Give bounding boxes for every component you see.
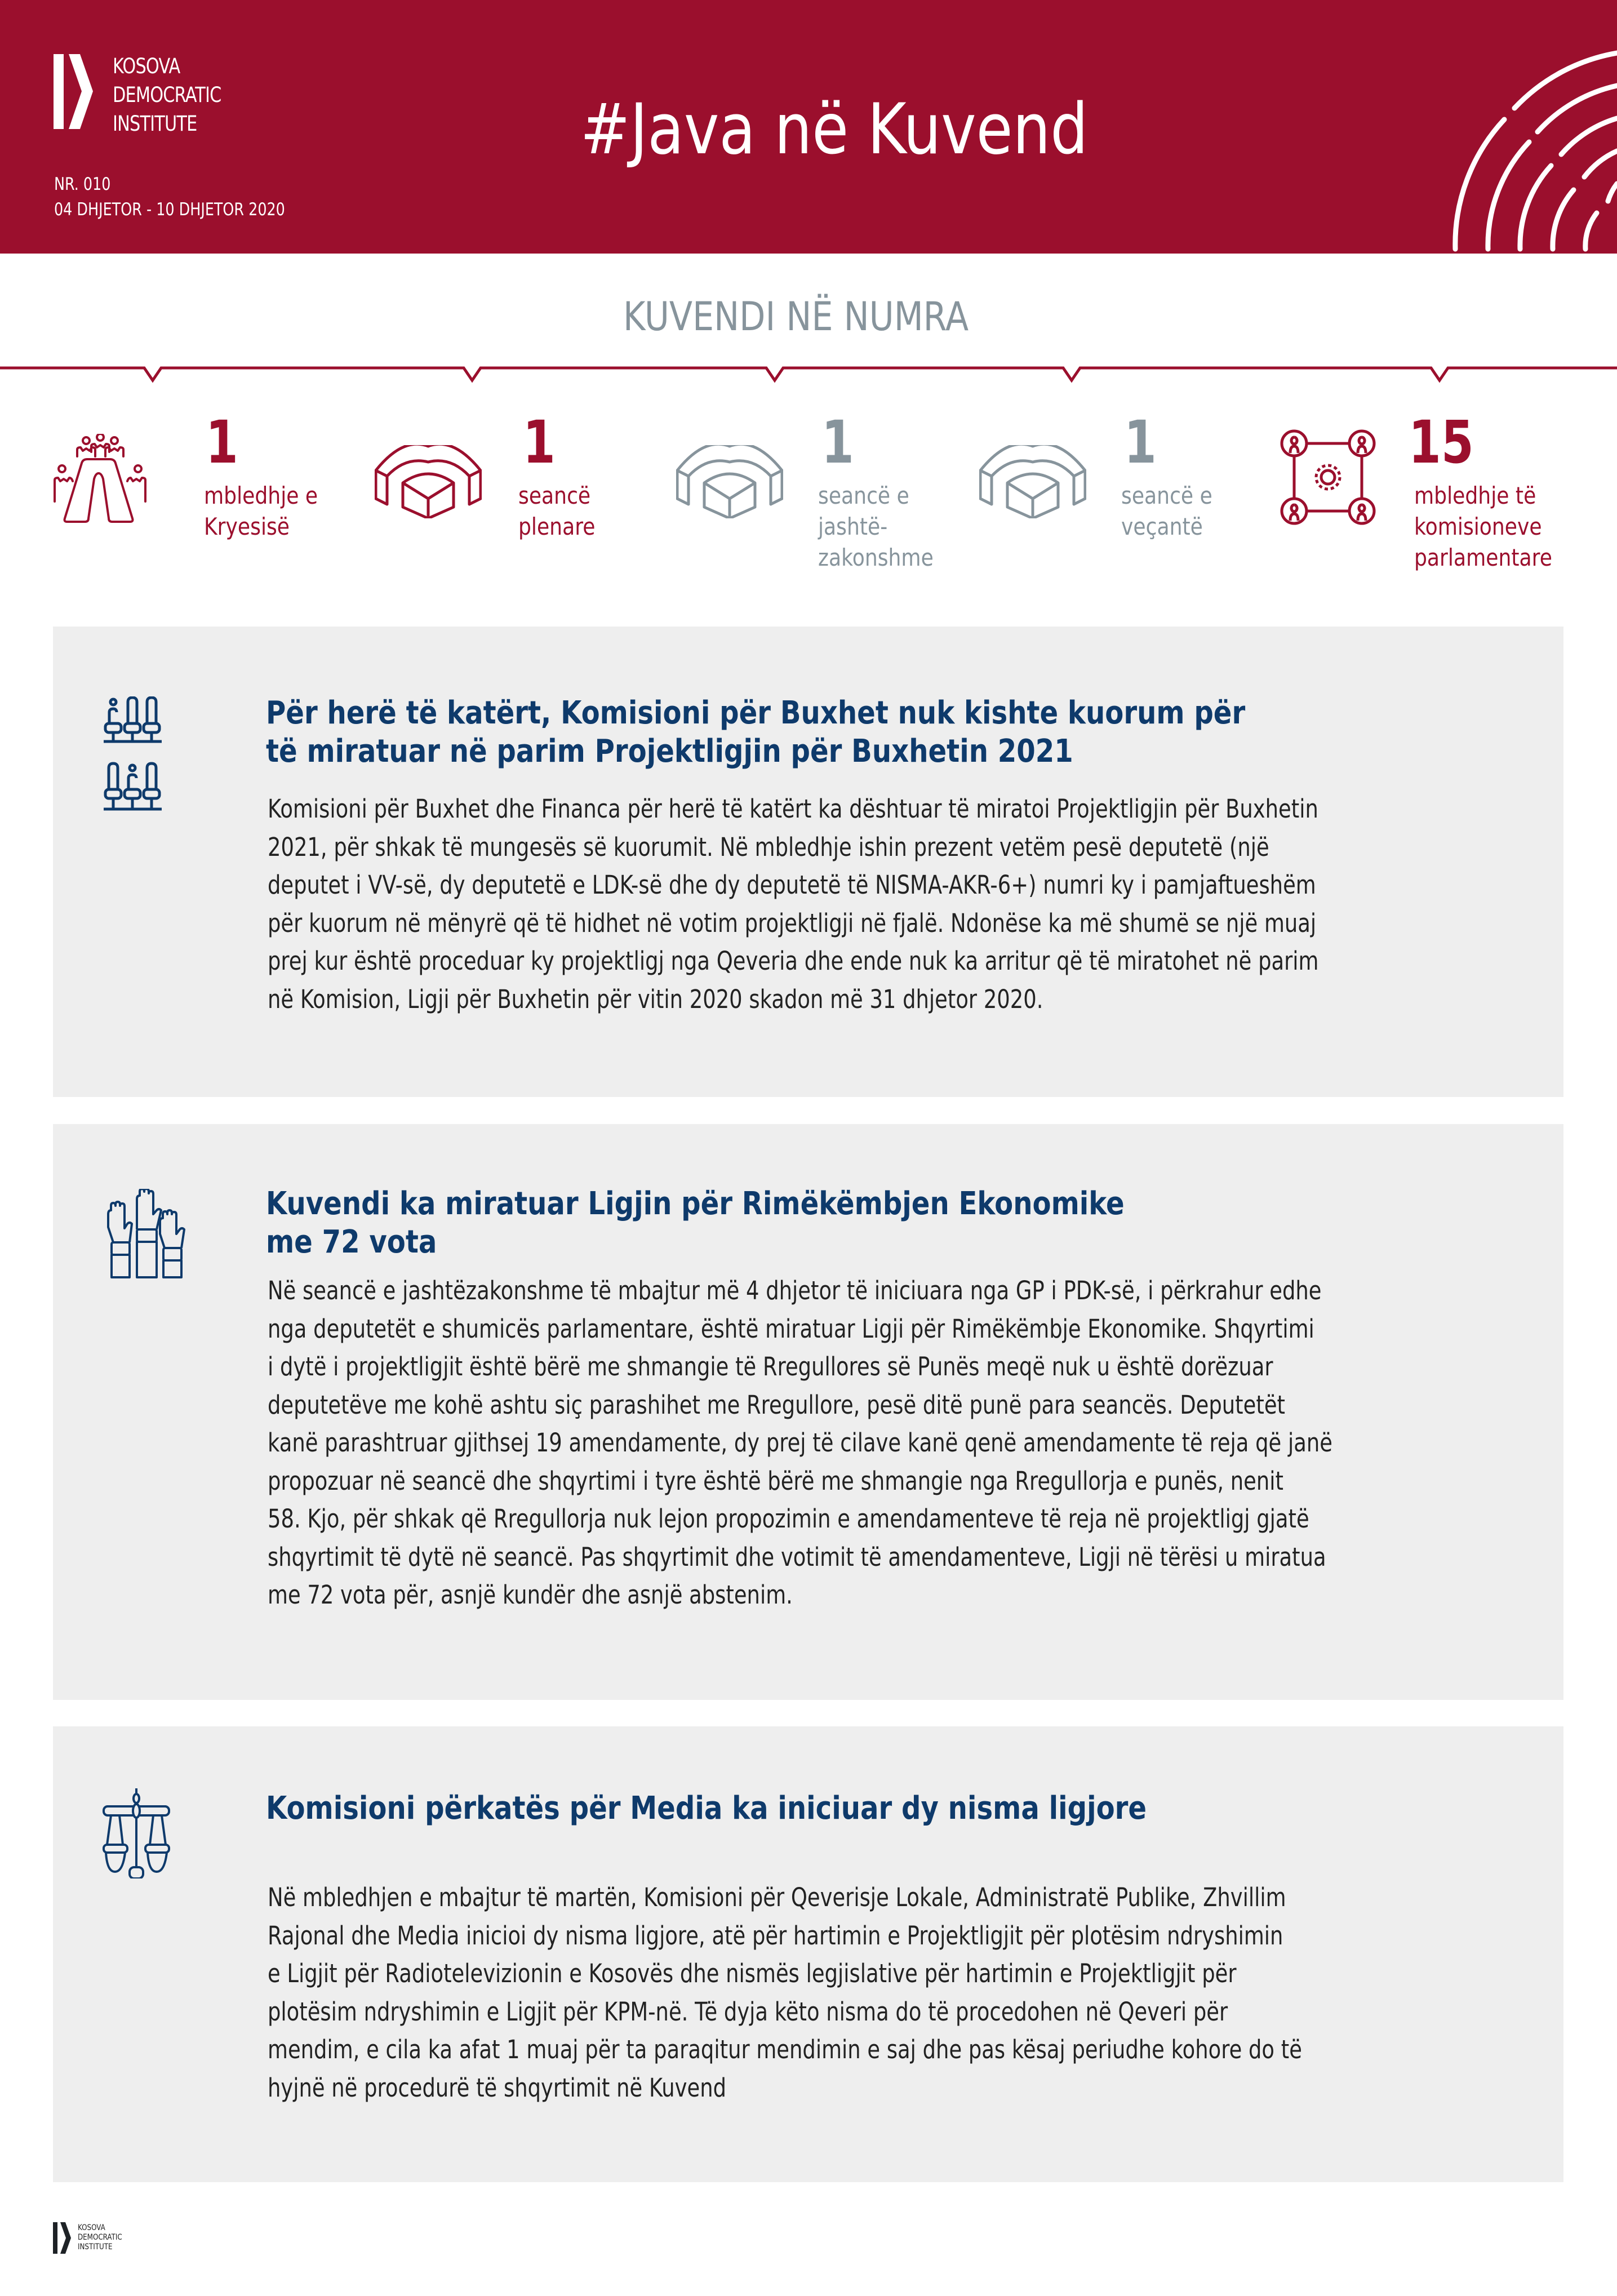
meeting-table-icon	[54, 434, 146, 524]
stat-label-line: veçantë	[1121, 513, 1203, 540]
stat-label-line: seancë e	[1121, 482, 1212, 509]
footer-logo-line: KOSOVA	[78, 2223, 105, 2232]
stat-value: 1	[821, 408, 854, 477]
stat-label	[518, 480, 595, 542]
body-line: për kuorum në mënyrë që të hidhet në votim projektligji në fjalë. Ndonëse ka më shumë se një muaj	[268, 908, 1317, 938]
issue-info	[54, 172, 285, 223]
body-line: nga deputetët e shumicës parlamentare, është miratuar Ligji për Rimëkëmbje Ekonomike. Shqyrtimi	[268, 1313, 1314, 1344]
stat-label	[204, 480, 318, 542]
stat-label-line: Kryesisë	[204, 513, 290, 540]
article-heading	[266, 1789, 1147, 1828]
body-line: 58. Kjo, për shkak që Rregullorja nuk lejon propozimin e amendamenteve të reja në projektligj gjatë	[268, 1504, 1309, 1534]
article-heading	[266, 694, 1245, 771]
committee-network-icon	[1280, 429, 1376, 525]
parliament-arcs-icon	[1380, 0, 1617, 254]
stat-label-line: seancë e	[818, 482, 909, 509]
stat-label-line: mbledhje e	[204, 482, 318, 509]
article-body	[268, 1878, 1302, 2107]
heading-line: Për herë të katërt, Komisioni për Buxhet nuk kishte kuorum për	[266, 695, 1246, 731]
stat-label-line: plenare	[518, 513, 596, 540]
heading-line: Komisioni përkatës për Media ka iniciuar dy nisma ligjore	[266, 1790, 1147, 1827]
section-divider	[0, 361, 1617, 383]
footer-logo-text	[78, 2223, 122, 2252]
stat-value: 15	[1409, 408, 1474, 477]
stat-label	[818, 480, 934, 573]
section-title: KUVENDI NË NUMRA	[623, 294, 969, 340]
scales-of-justice-icon	[103, 1788, 170, 1878]
raised-hands-icon	[105, 1189, 189, 1279]
stat-label-line: parlamentare	[1414, 544, 1552, 571]
page-title: #Java në Kuvend	[580, 89, 1089, 170]
issue-number: NR. 010	[54, 174, 111, 194]
body-line: plotësim ndryshimin e Ligjit për KPM-në. Të dyja këto nisma do të procedohen në Qeveri për	[268, 1996, 1228, 2027]
stat-label-line: zakonshme	[818, 544, 934, 571]
body-line: i dytë i projektligjit është bërë me shmangie të Rregullores së Punës meqë nuk u është dorëzuar	[268, 1352, 1273, 1382]
article-card	[53, 1726, 1563, 2182]
stat-label	[1121, 480, 1212, 542]
plenary-hall-icon	[676, 445, 783, 518]
body-line: prej kur është proceduar ky projektligj nga Qeveria dhe ende nuk ka arritur që të miratohet në parim	[268, 946, 1319, 976]
plenary-hall-icon	[979, 445, 1086, 518]
footer-logo-line: DEMOCRATIC	[78, 2233, 122, 2242]
article-body	[268, 790, 1318, 1018]
body-line: Në seancë e jashtëzakonshme të mbajtur më 4 dhjetor të iniciuara nga GP i PDK-së, i përkrahur edhe	[268, 1276, 1322, 1305]
body-line: propozuar në seancë dhe shqyrtimi i tyre është bërë me shmangie nga Rregullorja e punës, nenit	[268, 1465, 1283, 1496]
empty-seats-icon	[104, 696, 163, 812]
logo-line: DEMOCRATIC	[113, 83, 221, 107]
plenary-hall-icon	[375, 445, 482, 518]
stat-label-line: komisioneve	[1414, 513, 1542, 540]
logo-text	[113, 52, 221, 138]
heading-line: me 72 vota	[266, 1224, 437, 1260]
body-line: mendim, e cila ka afat 1 muaj për ta paraqitur mendimin e saj dhe pas kësaj periudhe kohore do të	[268, 2035, 1302, 2064]
header-banner	[0, 0, 1617, 254]
date-range: 04 DHJETOR - 10 DHJETOR 2020	[54, 199, 285, 220]
body-line: e Ligjit për Radiotelevizionin e Kosovës dhe nismës legjislative për hartimin e Projektligjit për	[268, 1959, 1237, 1988]
logo-line: INSTITUTE	[113, 112, 197, 136]
article-card	[53, 627, 1563, 1097]
logo-line: KOSOVA	[113, 54, 180, 78]
stat-label-line: seancë	[518, 482, 591, 509]
heading-line: të miratuar në parim Projektligjin për Buxhetin 2021	[266, 733, 1073, 770]
stat-label-line: jashtë-	[818, 513, 888, 540]
stat-value: 1	[523, 408, 556, 477]
stat-label-line: mbledhje të	[1414, 482, 1536, 509]
article-card	[53, 1124, 1563, 1700]
footer-logo-line: INSTITUTE	[78, 2242, 113, 2251]
stat-value: 1	[1124, 408, 1157, 477]
body-line: Në mbledhjen e mbajtur të martën, Komisioni për Qeverisje Lokale, Administratë Publike, Zhvillim	[268, 1882, 1286, 1912]
body-line: 2021, për shkak të mungesës së kuorumit. Në mbledhje ishin prezent vetëm pesë deputetë (një	[268, 832, 1269, 862]
body-line: shqyrtimit të dytë në seancë. Pas shqyrtimit dhe votimit të amendamenteve, Ligji në tërësi u miratua	[268, 1542, 1326, 1572]
article-body	[268, 1272, 1332, 1614]
body-line: hyjnë në procedurë të shqyrtimit në Kuvend	[268, 2072, 727, 2103]
kdi-logo-icon	[54, 54, 104, 129]
body-line: me 72 vota për, asnjë kundër dhe asnjë abstenim.	[268, 1580, 793, 1610]
body-line: Rajonal dhe Media inicioi dy nisma ligjore, atë për hartimin e Projektligjit për plotësim ndryshimin	[268, 1920, 1283, 1951]
body-line: deputet i VV-së, dy deputetë e LDK-së dhe dy deputetë të NISMA-AKR-6+) numri ky i pamjaftueshëm	[268, 870, 1316, 900]
footer-kdi-logo-icon	[53, 2222, 73, 2254]
body-line: në Komision, Ligji për Buxhetin për vitin 2020 skadon më 31 dhjetor 2020.	[268, 984, 1043, 1014]
body-line: deputetëve me kohë ashtu siç parashihet me Rregullore, pesë ditë punë para seancës. Deputetët	[268, 1389, 1285, 1420]
stat-value: 1	[206, 408, 238, 477]
body-line: kanë parashtruar gjithsej 19 amendamente, dy prej të cilave kanë qenë amendamente të reja që janë	[268, 1428, 1332, 1458]
body-line: Komisioni për Buxhet dhe Financa për herë të katërt ka dështuar të miratoi Projektligjin për Buxhetin	[268, 794, 1318, 824]
stat-label	[1414, 480, 1552, 573]
heading-line: Kuvendi ka miratuar Ligjin për Rimëkëmbjen Ekonomike	[266, 1185, 1125, 1222]
article-heading	[266, 1185, 1125, 1262]
